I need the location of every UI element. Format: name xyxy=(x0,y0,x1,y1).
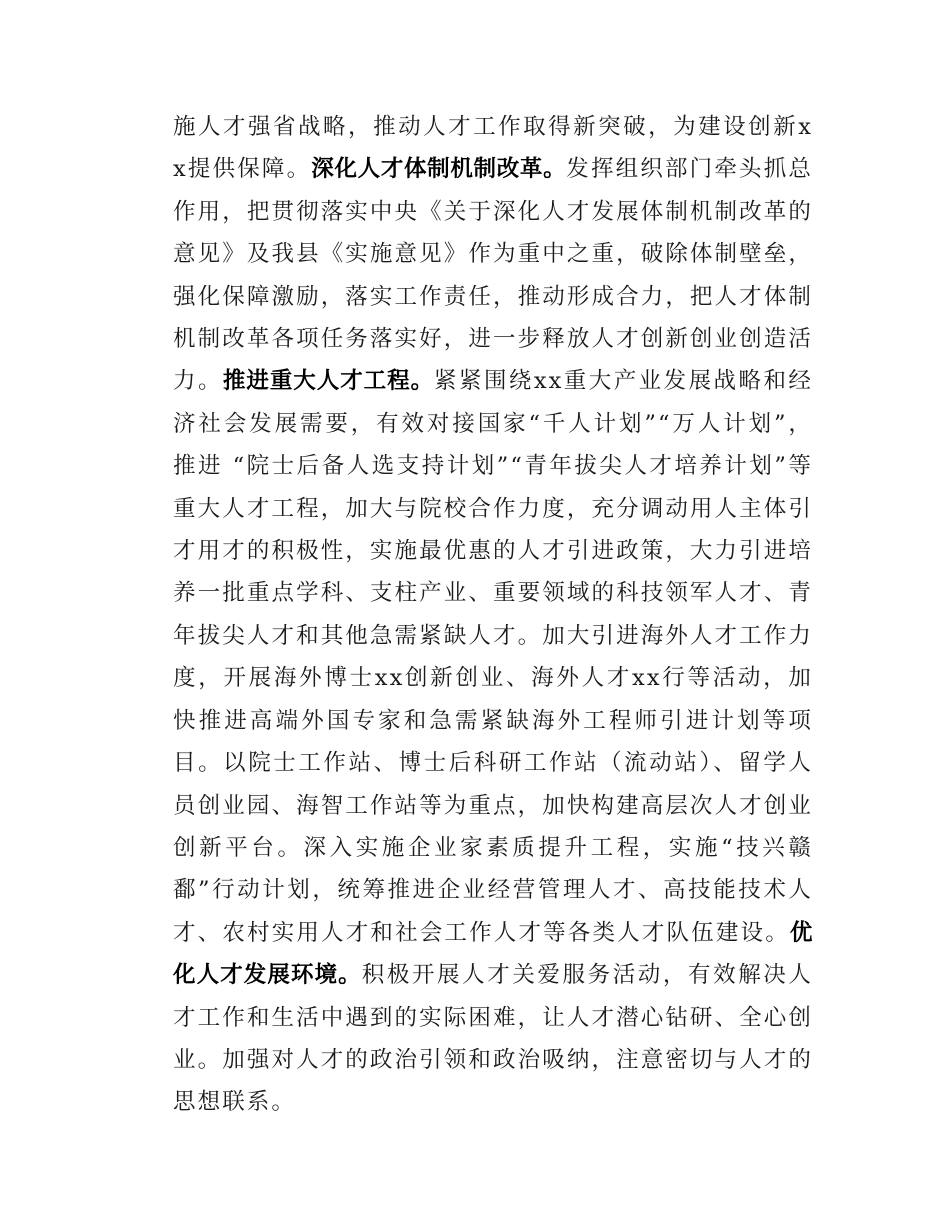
section-heading-environment: 优化人才发展环境。 xyxy=(173,919,813,989)
text-run: 积极开展人才关爱服务活动，有效解决人才工作和生活中遇到的实际困难，让人才潜心钻研、全心创业。加强对人才的政治引领和政治吸纳，注意密切与人才的思想联系。 xyxy=(173,962,813,1116)
body-paragraph xyxy=(173,106,813,1124)
text-run: 施人才强省战略，推动人才工作取得新突破，为建设创新xx提供保障。 xyxy=(173,114,813,183)
section-heading-talent-projects: 推进重大人才工程。 xyxy=(222,368,435,395)
section-heading-reform: 深化人才体制机制改革。 xyxy=(311,156,567,183)
text-run: 紧紧围绕xx重大产业发展战略和经济社会发展需要，有效对接国家“千人计划”“万人计划”，推进 “院士后备人选支持计划”“青年拔尖人才培养计划”等重大人才工程，加大与院校合作力度，充分调动用人主体引才用才的积极性，实施最优惠的人才引进政策，大力引进培养一批重点学科、支柱产业、重要领域的科技领军人才、青年拔尖人才和其他急需紧缺人才。加大引进海外人才工作力度，开展海外博士xx创新创业、海外人才xx行等活动，加快推进高端外国专家和急需紧缺海外工程师引进计划等项目。以院士工作站、博士后科研工作站（流动站）、留学人员创业园、海智工作站等为重点，加快构建高层次人才创业创新平台。深入实施企业家素质提升工程，实施“技兴赣鄱”行动计划，统筹推进企业经营管理人才、高技能技术人才、农村实用人才和社会工作人才等各类人才队伍建设。 xyxy=(173,368,813,946)
text-run: 发挥组织部门牵头抓总作用，把贯彻落实中央《关于深化人才发展体制机制改革的意见》及我县《实施意见》作为重中之重，破除体制壁垒，强化保障激励，落实工作责任，推动形成合力，把人才体制机制改革各项任务落实好，进一步释放人才创新创业创造活力。 xyxy=(173,156,813,395)
